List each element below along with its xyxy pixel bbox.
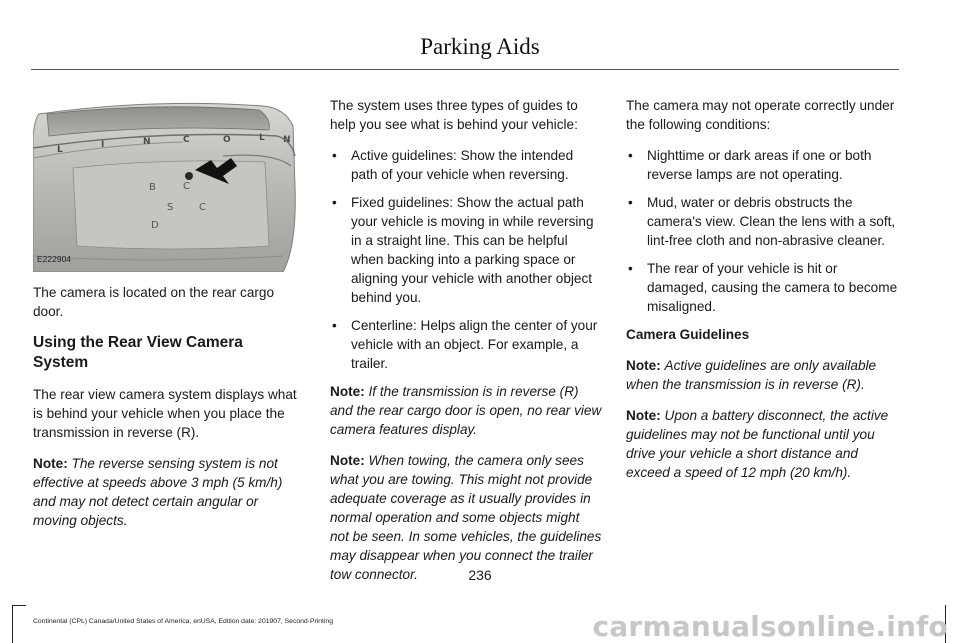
bullet-glyph: •: [332, 148, 337, 163]
bullet-glyph: •: [628, 261, 633, 276]
note-reverse-sensing: [33, 454, 301, 530]
svg-text:O: O: [223, 135, 231, 145]
edition-footer: Continental (CPL) Canada/United States of America, enUSA, Edition date: 201907, Second-Printing: [33, 618, 333, 625]
list-item: [330, 146, 602, 184]
list-item-text: Centerline: Helps align the center of your vehicle with an object. For example, a trailer.: [351, 318, 598, 371]
svg-text:C: C: [183, 181, 190, 192]
conditions-intro-text: The camera may not operate correctly under the following conditions:: [626, 98, 895, 132]
camera-location-text: The camera is located on the rear cargo door.: [33, 285, 275, 319]
note-cargo-door: [330, 382, 602, 439]
list-item: [626, 193, 898, 250]
note-label: Note:: [330, 453, 365, 468]
page-number: 236: [468, 567, 492, 583]
svg-text:L: L: [57, 145, 63, 155]
page-title: Parking Aids: [420, 34, 540, 59]
note-body: If the transmission is in reverse (R) and the rear cargo door is open, no rear view camera features display.: [330, 384, 602, 437]
section-heading-using-camera: Using the Rear View Camera System: [33, 334, 243, 371]
note-body: The reverse sensing system is not effective at speeds above 3 mph (5 km/h) and may not detect certain angular or moving objects.: [33, 456, 283, 528]
section-heading-guidelines: Camera Guidelines: [626, 327, 750, 342]
list-item-text: Nighttime or dark areas if one or both reverse lamps are not operating.: [647, 148, 872, 182]
svg-text:B: B: [149, 182, 156, 193]
svg-text:S: S: [167, 202, 174, 213]
header-divider: [31, 69, 899, 70]
note-body: Active guidelines are only available when the transmission is in reverse (R).: [626, 358, 877, 392]
rear-camera-illustration: [33, 96, 301, 272]
note-body: Upon a battery disconnect, the active guidelines may not be functional until you drive your vehicle a short distance and exceed a speed of 12 mph (20 km/h).: [626, 408, 889, 480]
list-item: [626, 259, 898, 316]
watermark-logo: carmanualsonline.info: [592, 610, 948, 643]
list-item-text: Mud, water or debris obstructs the camera's view. Clean the lens with a soft, lint-free cloth and non-abrasive cleaner.: [647, 195, 896, 248]
guides-intro-text: The system uses three types of guides to help you see what is behind your vehicle:: [330, 98, 578, 132]
note-active-guidelines: [626, 356, 898, 394]
svg-text:C: C: [199, 202, 206, 213]
figure-code: E222904: [37, 254, 72, 264]
list-item: [330, 316, 602, 373]
svg-text:C: C: [183, 135, 190, 145]
bullet-glyph: •: [332, 195, 337, 210]
svg-text:D: D: [151, 220, 159, 231]
svg-text:N: N: [283, 135, 291, 145]
svg-text:L: L: [259, 133, 265, 143]
svg-text:N: N: [143, 137, 151, 147]
svg-text:I: I: [101, 140, 105, 150]
vehicle-rear-image: [33, 96, 301, 272]
column-right: [626, 96, 898, 494]
bullet-glyph: •: [628, 195, 633, 210]
list-item-text: Fixed guidelines: Show the actual path your vehicle is moving in while reversing in a straight line. This can be helpful when backing into a parking space or aligning your vehicle with another object behind you.: [351, 195, 594, 305]
list-item: [626, 146, 898, 184]
conditions-list: [626, 146, 898, 316]
list-item-text: The rear of your vehicle is hit or damaged, causing the camera to become misaligned.: [647, 261, 898, 314]
note-body: When towing, the camera only sees what you are towing. This might not provide adequate coverage as it usually provides in normal operation and some objects might not be seen. In some vehicles, the guidelines may disappear when you connect the trailer tow connector.: [330, 453, 602, 582]
column-middle: [330, 96, 602, 596]
note-label: Note:: [330, 384, 365, 399]
list-item-text: Active guidelines: Show the intended path of your vehicle when reversing.: [351, 148, 574, 182]
note-towing: [330, 451, 602, 584]
column-left: [33, 96, 301, 542]
guide-types-list: [330, 146, 602, 373]
camera-description-text: The rear view camera system displays what is behind your vehicle when you place the transmission in reverse (R).: [33, 387, 297, 440]
list-item: [330, 193, 602, 307]
note-label: Note:: [626, 408, 661, 423]
note-battery-disconnect: [626, 406, 898, 482]
crop-mark-left-h: [12, 605, 26, 606]
bullet-glyph: •: [628, 148, 633, 163]
crop-mark-left: [12, 605, 13, 643]
note-label: Note:: [33, 456, 68, 471]
note-label: Note:: [626, 358, 661, 373]
bullet-glyph: •: [332, 318, 337, 333]
